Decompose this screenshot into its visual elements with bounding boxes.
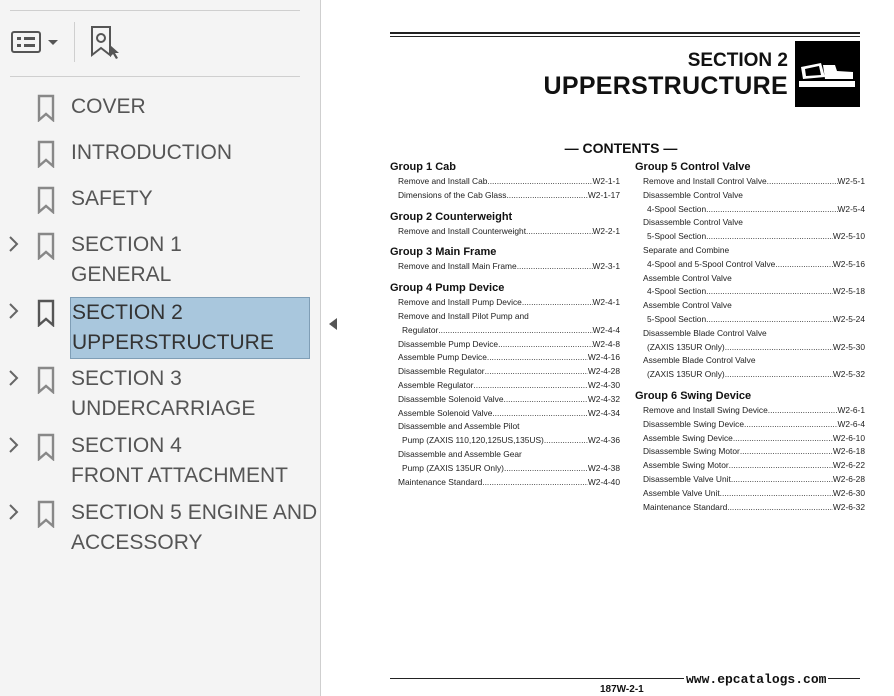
entry-title: Disassemble Control Valve <box>643 217 743 228</box>
entry-page-ref: W2-6-10 <box>832 432 865 443</box>
contents-entry[interactable] <box>635 432 865 446</box>
contents-entry[interactable] <box>390 189 620 203</box>
contents-entry[interactable] <box>635 368 865 382</box>
contents-entry[interactable] <box>390 225 620 239</box>
entry-title: Assemble Swing Device <box>643 432 733 443</box>
entry-title: Disassemble and Assemble Pilot <box>398 421 520 432</box>
dot-leader <box>492 407 588 421</box>
dot-leader <box>487 175 592 189</box>
entry-title: Maintenance Standard <box>643 501 728 512</box>
entry-title: Assemble Valve Unit <box>643 487 720 498</box>
dot-leader <box>733 432 833 446</box>
dot-leader <box>720 487 833 501</box>
contents-entry[interactable] <box>390 379 620 393</box>
entry-page-ref: W2-6-28 <box>832 473 865 484</box>
contents-entry[interactable] <box>635 341 865 355</box>
dot-leader <box>732 272 865 286</box>
entry-title: 4-Spool and 5-Spool Control Valve <box>647 258 776 269</box>
entry-title: (ZAXIS 135UR Only) <box>647 369 725 380</box>
contents-entry[interactable] <box>635 313 865 327</box>
entry-page-ref: W2-5-30 <box>832 341 865 352</box>
entry-title: Dimensions of the Cab Glass <box>398 189 507 200</box>
dot-leader <box>775 258 833 272</box>
contents-entry[interactable] <box>390 365 620 379</box>
entry-page-ref: W2-6-30 <box>832 487 865 498</box>
contents-entry[interactable] <box>390 351 620 365</box>
entry-page-ref: W2-5-18 <box>832 286 865 297</box>
entry-title: Remove and Install Swing Device <box>643 404 768 415</box>
dot-leader <box>517 260 593 274</box>
dot-leader <box>487 351 588 365</box>
find-bookmark-button[interactable] <box>88 26 124 58</box>
contents-entry[interactable] <box>635 501 865 515</box>
bookmark-ribbon-icon <box>36 500 56 528</box>
contents-group-heading: Group 5 Control Valve <box>635 161 751 173</box>
contents-entry[interactable] <box>635 354 865 368</box>
contents-entry[interactable] <box>635 285 865 299</box>
contents-entry[interactable] <box>635 216 865 230</box>
bookmark-ribbon-icon <box>36 186 56 214</box>
entry-title: 4-Spool Section <box>647 203 707 214</box>
dot-leader <box>756 354 866 368</box>
entry-page-ref: W2-4-4 <box>592 324 620 335</box>
entry-title: Assemble Regulator <box>398 379 474 390</box>
dot-leader <box>522 448 620 462</box>
entry-title: Assemble Pump Device <box>398 352 487 363</box>
contents-entry[interactable] <box>635 175 865 189</box>
bookmark-label: SAFETY <box>71 187 153 210</box>
bookmark-ribbon-icon <box>36 94 56 122</box>
bookmark-ribbon-icon <box>36 299 56 327</box>
dot-leader <box>731 473 833 487</box>
contents-entry[interactable] <box>390 260 620 274</box>
entry-title: Regulator <box>402 324 439 335</box>
options-menu-button[interactable] <box>10 26 62 58</box>
contents-entry[interactable] <box>390 324 620 338</box>
expand-chevron-icon[interactable] <box>6 300 22 322</box>
entry-page-ref: W2-2-1 <box>592 225 620 236</box>
expand-chevron-icon[interactable] <box>6 434 22 456</box>
contents-entry[interactable] <box>635 258 865 272</box>
dot-leader <box>767 175 838 189</box>
dot-leader <box>482 476 588 490</box>
contents-group-heading: Group 1 Cab <box>390 161 457 173</box>
entry-page-ref: W2-4-30 <box>587 379 620 390</box>
entry-title: Disassemble Swing Motor <box>643 446 740 457</box>
contents-entry[interactable] <box>635 299 865 313</box>
entry-page-ref: W2-6-22 <box>832 460 865 471</box>
bookmark-label: COVER <box>71 95 146 118</box>
toolbar-separator <box>74 22 75 62</box>
bookmarks-panel <box>0 0 321 696</box>
dot-leader <box>725 341 833 355</box>
contents-entry[interactable] <box>390 434 620 448</box>
entry-page-ref: W2-4-28 <box>587 366 620 377</box>
entry-page-ref: W2-6-1 <box>837 404 865 415</box>
dot-leader <box>706 313 833 327</box>
entry-title: Disassemble Regulator <box>398 366 485 377</box>
contents-entry[interactable] <box>390 296 620 310</box>
contents-entry[interactable] <box>635 272 865 286</box>
dot-leader <box>504 462 588 476</box>
bookmark-label: SECTION 4 FRONT ATTACHMENT <box>71 434 288 487</box>
entry-page-ref: W2-5-10 <box>832 231 865 242</box>
page-number: 187W-2-1 <box>600 684 644 695</box>
contents-group-heading: Group 6 Swing Device <box>635 389 752 402</box>
dot-leader <box>729 459 833 473</box>
entry-title: (ZAXIS 135UR Only) <box>647 341 725 352</box>
expand-chevron-icon[interactable] <box>6 367 22 389</box>
contents-entry[interactable] <box>635 189 865 203</box>
dot-leader <box>740 445 833 459</box>
entry-page-ref: W2-4-32 <box>587 393 620 404</box>
expand-chevron-icon[interactable] <box>6 233 22 255</box>
dot-leader <box>485 365 588 379</box>
entry-page-ref: W2-4-1 <box>592 297 620 308</box>
entry-title: Disassemble Swing Device <box>643 418 745 429</box>
dot-leader <box>768 404 838 418</box>
contents-heading: — CONTENTS — <box>564 140 678 156</box>
entry-page-ref: W2-3-1 <box>592 261 620 272</box>
entry-title: Remove and Install Counterweight <box>398 225 527 236</box>
entry-title: Disassemble Pump Device <box>398 338 499 349</box>
section-title: UPPERSTRUCTURE <box>543 72 788 100</box>
dot-leader <box>743 216 865 230</box>
contents-entry[interactable] <box>390 407 620 421</box>
contents-entry[interactable] <box>635 244 865 258</box>
dot-leader <box>732 299 865 313</box>
dot-leader <box>498 338 592 352</box>
contents-entry[interactable] <box>635 404 865 418</box>
entry-title: Pump (ZAXIS 135UR Only) <box>402 462 504 473</box>
excavator-upperstructure-icon <box>795 41 860 107</box>
entry-page-ref: W2-1-1 <box>592 176 620 186</box>
contents-entry[interactable] <box>390 310 620 324</box>
section-number: SECTION 2 <box>687 50 788 71</box>
entry-title: Remove and Install Cab <box>398 176 488 186</box>
bookmark-label: SECTION 1 GENERAL <box>71 233 182 286</box>
contents-entry[interactable] <box>635 418 865 432</box>
collapse-panel-button[interactable] <box>327 316 339 332</box>
entry-title: Assemble Solenoid Valve <box>398 407 493 418</box>
entry-page-ref: W2-4-36 <box>587 435 620 446</box>
entry-title: Remove and Install Control Valve <box>643 176 767 186</box>
contents-entry[interactable] <box>635 459 865 473</box>
entry-title: 5-Spool Section <box>647 231 707 242</box>
contents-entry[interactable] <box>390 393 620 407</box>
document-page <box>348 0 894 696</box>
bookmarks-toolbar <box>0 0 320 76</box>
bookmark-label: SECTION 2 UPPERSTRUCTURE <box>70 297 310 359</box>
dot-leader <box>725 368 833 382</box>
entry-title: Disassemble Solenoid Valve <box>398 393 504 404</box>
toolbar-divider <box>10 76 300 77</box>
entry-page-ref: W2-6-18 <box>832 446 865 457</box>
contents-entry[interactable] <box>390 476 620 490</box>
dot-leader <box>744 418 838 432</box>
bookmark-label: SECTION 3 UNDERCARRIAGE <box>71 367 256 420</box>
dot-leader <box>438 324 592 338</box>
contents-entry[interactable] <box>390 338 620 352</box>
entry-page-ref: W2-4-34 <box>587 407 620 418</box>
entry-title: Maintenance Standard <box>398 476 483 487</box>
entry-page-ref: W2-6-4 <box>837 418 865 429</box>
bookmark-label: SECTION 5 ENGINE AND ACCESSORY <box>71 501 318 554</box>
entry-title: Disassemble Control Valve <box>643 189 743 200</box>
header-rule <box>390 32 860 34</box>
contents-entry[interactable] <box>390 420 620 434</box>
entry-title: Remove and Install Main Frame <box>398 261 517 272</box>
dot-leader <box>522 296 593 310</box>
header-rule <box>390 36 860 37</box>
entry-page-ref: W2-5-16 <box>832 258 865 269</box>
entry-title: Disassemble Blade Control Valve <box>643 327 767 338</box>
contents-entry[interactable] <box>635 327 865 341</box>
triangle-left-icon <box>327 316 339 332</box>
dot-leader <box>706 203 837 217</box>
entry-title: Remove and Install Pump Device <box>398 297 522 308</box>
entry-title: Pump (ZAXIS 110,120,125US,135US) <box>402 435 544 446</box>
entry-title: Disassemble and Assemble Gear <box>398 448 522 459</box>
bookmark-label: INTRODUCTION <box>71 141 232 164</box>
entry-page-ref: W2-4-38 <box>587 462 620 473</box>
dot-leader <box>506 189 587 203</box>
list-options-icon <box>10 26 62 58</box>
entry-page-ref: W2-4-16 <box>587 352 620 363</box>
dot-leader <box>544 434 588 448</box>
bookmark-ribbon-icon <box>36 232 56 260</box>
entry-page-ref: W2-1-17 <box>587 189 620 200</box>
entry-page-ref: W2-5-4 <box>837 203 865 214</box>
dot-leader <box>706 285 833 299</box>
bookmark-ribbon-icon <box>36 366 56 394</box>
contents-group-heading: Group 4 Pump Device <box>390 282 505 295</box>
dot-leader <box>767 327 865 341</box>
entry-page-ref: W2-4-40 <box>587 476 620 487</box>
entry-title: Assemble Swing Motor <box>643 460 729 471</box>
entry-title: Remove and Install Pilot Pump and <box>398 310 529 321</box>
expand-chevron-icon[interactable] <box>6 501 22 523</box>
entry-page-ref: W2-5-32 <box>832 369 865 380</box>
entry-title: Disassemble Valve Unit <box>643 473 731 484</box>
entry-page-ref: W2-5-1 <box>837 176 865 186</box>
entry-title: Assemble Control Valve <box>643 300 732 311</box>
find-bookmark-icon <box>88 25 124 59</box>
entry-title: 4-Spool Section <box>647 286 707 297</box>
contents-right-column <box>635 161 865 514</box>
dot-leader <box>526 225 593 239</box>
entry-title: Separate and Combine <box>643 244 730 255</box>
entry-page-ref: W2-6-32 <box>832 501 865 512</box>
entry-title: 5-Spool Section <box>647 313 707 324</box>
toolbar-divider <box>10 10 300 11</box>
contents-left-column <box>390 161 620 489</box>
contents-entry[interactable] <box>635 473 865 487</box>
dot-leader <box>729 244 865 258</box>
dot-leader <box>743 189 865 203</box>
contents-entry[interactable] <box>635 230 865 244</box>
entry-page-ref: W2-4-8 <box>592 338 620 349</box>
dot-leader <box>706 230 833 244</box>
dot-leader <box>727 501 833 515</box>
bookmark-ribbon-icon <box>36 433 56 461</box>
dot-leader <box>504 393 588 407</box>
bookmark-ribbon-icon <box>36 140 56 168</box>
entry-title: Assemble Control Valve <box>643 272 732 283</box>
contents-entry[interactable] <box>635 445 865 459</box>
contents-entry[interactable] <box>635 203 865 217</box>
contents-entry[interactable] <box>390 448 620 462</box>
contents-entry[interactable] <box>390 462 620 476</box>
entry-title: Assemble Blade Control Valve <box>643 355 756 366</box>
dot-leader <box>473 379 587 393</box>
contents-group-heading: Group 2 Counterweight <box>390 210 513 223</box>
contents-entry[interactable] <box>635 487 865 501</box>
watermark: www.epcatalogs.com <box>686 672 827 687</box>
contents-entry[interactable] <box>390 175 620 189</box>
entry-page-ref: W2-5-24 <box>832 313 865 324</box>
contents-group-heading: Group 3 Main Frame <box>390 246 497 259</box>
dot-leader <box>520 420 621 434</box>
dot-leader <box>529 310 620 324</box>
